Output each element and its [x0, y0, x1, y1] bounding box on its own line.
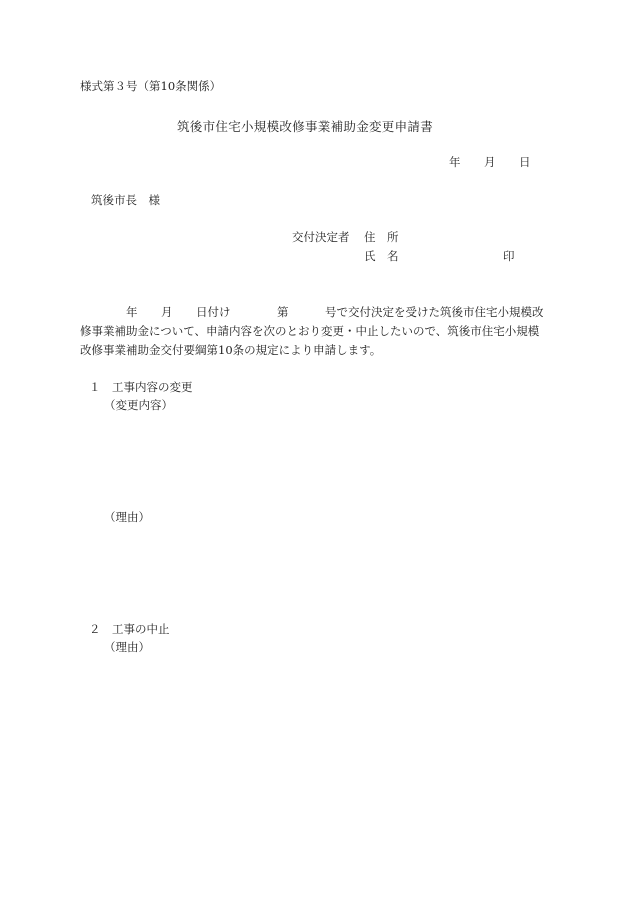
section-title-construction-change: １ 工事内容の変更	[89, 380, 193, 394]
date-year-label: 年	[449, 155, 461, 169]
section-title-construction-cancellation: ２ 工事の中止	[89, 622, 170, 636]
body-number-prefix: 第	[277, 305, 289, 319]
body-dated-label: 日付け	[196, 305, 231, 319]
section-item-cancellation-reason: （理由）	[104, 640, 150, 654]
body-month-label: 月	[161, 305, 173, 319]
date-day-label: 日	[519, 155, 531, 169]
form-number: 様式第３号（第10条関係）	[80, 79, 222, 93]
section-item-change-details: （変更内容）	[104, 398, 173, 412]
body-year-label: 年	[126, 305, 138, 319]
address-label: 住 所	[364, 230, 399, 244]
addressee: 筑後市長 様	[91, 193, 160, 207]
body-paragraph-line-2: 修事業補助金について、申請内容を次のとおり変更・中止したいので、筑後市住宅小規模	[80, 324, 540, 338]
date-month-label: 月	[484, 155, 496, 169]
body-paragraph-line-3: 改修事業補助金交付要綱第10条の規定により申請します。	[80, 343, 382, 357]
body-line-1-rest: 号で交付決定を受けた筑後市住宅小規模改	[325, 305, 544, 319]
section-item-change-reason: （理由）	[104, 510, 150, 524]
document-title: 筑後市住宅小規模改修事業補助金変更申請書	[177, 119, 434, 134]
seal-label: 印	[503, 249, 515, 263]
grantee-label: 交付決定者	[292, 230, 350, 244]
name-label: 氏 名	[364, 249, 399, 263]
